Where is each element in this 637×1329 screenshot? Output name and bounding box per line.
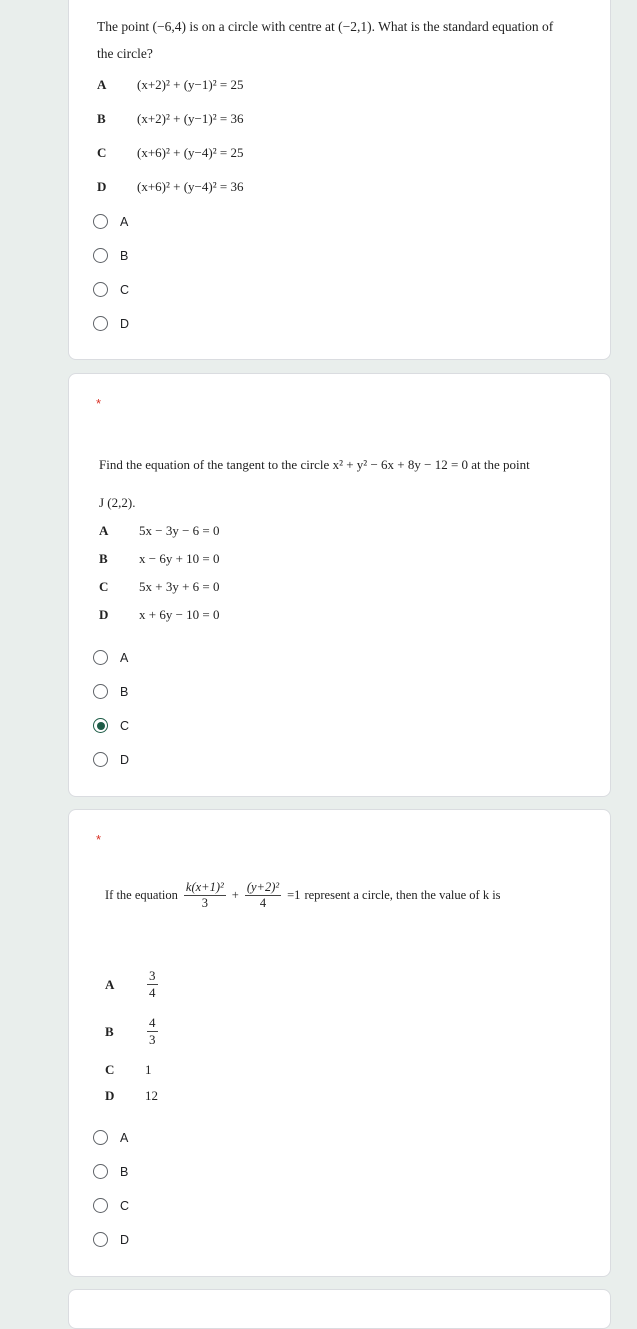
question-card-1 (68, 0, 611, 360)
radio-circle[interactable] (93, 650, 108, 665)
option-b: B $\frac{4}{3}$ (105, 1015, 156, 1047)
required-mark: * (96, 396, 102, 411)
question-card-3 (68, 809, 611, 1277)
radio-label: C (120, 282, 130, 297)
radio-label: C (120, 1198, 130, 1213)
option-d: D 12 (105, 1088, 158, 1103)
radio-b[interactable] (93, 248, 128, 263)
radio-circle[interactable] (93, 1130, 108, 1145)
question-prompt: If the equation $\frac{\text{k(x+1)²}}{3}$ + $\frac{\text{(y+2)²}}{4}$ =1 represent a circle, then the value of k is (105, 880, 501, 910)
radio-label: A (120, 650, 129, 665)
radio-a[interactable] (93, 214, 128, 229)
option-c: C (x+6)² + (y−4)² = 25 (97, 145, 244, 160)
required-mark: * (96, 832, 102, 847)
radio-circle[interactable] (93, 684, 108, 699)
radio-circle-selected[interactable] (93, 718, 108, 733)
option-b: B x − 6y + 10 = 0 (99, 551, 220, 566)
question-card-4 (68, 1289, 611, 1329)
option-b: B (x+2)² + (y−1)² = 36 (97, 111, 244, 126)
radio-label: B (120, 248, 129, 263)
radio-label: B (120, 684, 129, 699)
option-a: A $\frac{3}{4}$ (105, 968, 156, 1000)
option-d: D x + 6y − 10 = 0 (99, 607, 220, 622)
radio-d[interactable] (93, 752, 129, 767)
radio-circle[interactable] (93, 752, 108, 767)
radio-a[interactable] (93, 650, 128, 665)
radio-label: D (120, 752, 130, 767)
option-a: A 5x − 3y − 6 = 0 (99, 523, 220, 538)
radio-c[interactable] (93, 282, 129, 297)
radio-label: D (120, 1232, 130, 1247)
radio-d[interactable] (93, 1232, 129, 1247)
radio-circle[interactable] (93, 1232, 108, 1247)
radio-circle[interactable] (93, 1198, 108, 1213)
radio-label: C (120, 718, 130, 733)
option-a: A (x+2)² + (y−1)² = 25 (97, 77, 244, 92)
radio-d[interactable] (93, 316, 129, 331)
radio-circle[interactable] (93, 1164, 108, 1179)
option-c: C 5x + 3y + 6 = 0 (99, 579, 220, 594)
radio-a[interactable] (93, 1130, 128, 1145)
radio-label: D (120, 316, 130, 331)
option-c: C 1 (105, 1062, 152, 1077)
radio-c[interactable] (93, 1198, 129, 1213)
radio-c[interactable] (93, 718, 129, 733)
question-prompt: Find the equation of the tangent to the circle x² + y² − 6x + 8y − 12 = 0 at the point J (2,2). (99, 457, 530, 510)
radio-label: A (120, 1130, 129, 1145)
question-card-2 (68, 373, 611, 797)
radio-b[interactable] (93, 684, 128, 699)
radio-label: B (120, 1164, 129, 1179)
radio-circle[interactable] (93, 316, 108, 331)
radio-circle[interactable] (93, 282, 108, 297)
radio-circle[interactable] (93, 214, 108, 229)
radio-label: A (120, 214, 129, 229)
radio-b[interactable] (93, 1164, 128, 1179)
question-prompt: The point (−6,4) is on a circle with centre at (−2,1). What is the standard equation of the circle? (97, 19, 554, 61)
option-d: D (x+6)² + (y−4)² = 36 (97, 179, 244, 194)
radio-circle[interactable] (93, 248, 108, 263)
